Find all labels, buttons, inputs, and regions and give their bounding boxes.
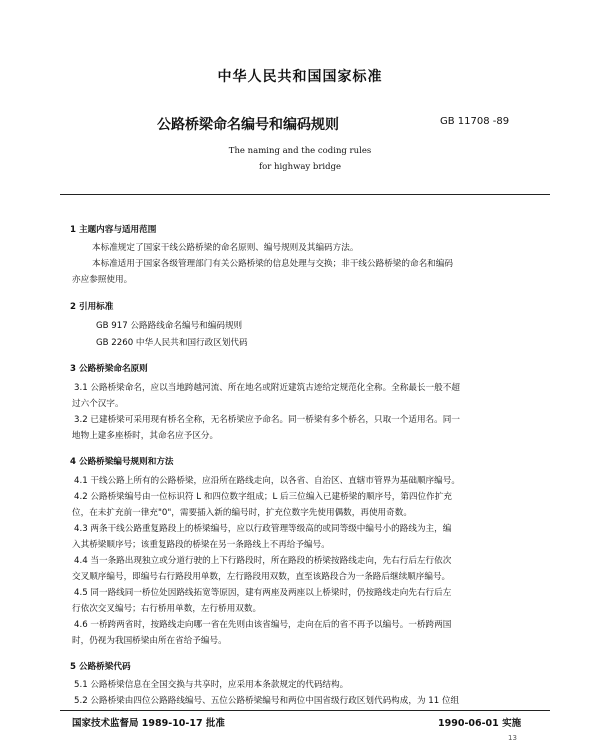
clause-4-5: 4.5 同一路线同一桥位处因路线拓宽等原因，建有两座及两座以上桥梁时，仍按路线走向先右行后左 (74, 588, 452, 598)
clause-4-2-cont: 位，在未扩充前一律充"0"，需要插入新的编号时，扩充位数字先使用偶数，再使用奇数。 (72, 508, 412, 518)
clause-3-2: 3.2 已建桥梁可采用现有桥名全称，无名桥梁应予命名。同一桥梁有多个桥名，只取一个适用名。同一 (74, 415, 460, 425)
section-3-heading: 3 公路桥梁命名原则 (70, 364, 148, 374)
clause-4-3-cont: 入其桥梁顺序号；该重复路段的桥梁在另一条路线上不再给予编号。 (72, 540, 330, 550)
english-title-line-2: for highway bridge (258, 162, 342, 172)
clause-4-4: 4.4 当一条路出现独立或分道行驶的上下行路段时，所在路段的桥梁按路线走向，先右行后左行依次 (74, 556, 452, 566)
footer-divider (60, 710, 550, 711)
clause-4-5-cont: 行依次交叉编号；右行桥用单数，左行桥用双数。 (72, 604, 262, 614)
standard-title: 中华人民共和国国家标准 (217, 69, 383, 85)
effective-date: 1990-06-01 实施 (438, 718, 522, 729)
approval-date: 国家技术监督局 1989-10-17 批准 (72, 718, 225, 729)
page-number: 13 (508, 734, 517, 742)
section-2-heading: 2 引用标准 (70, 302, 114, 312)
document-title: 公路桥梁命名编号和编码规则 (157, 117, 339, 133)
clause-4-4-cont: 交叉顺序编号，即编号右行路段用单数，左行路段用双数，直至该路段合为一条路后继续顺序编号。 (72, 572, 451, 582)
clause-3-1-cont: 过六个汉字。 (72, 399, 124, 409)
section-5-heading: 5 公路桥梁代码 (70, 662, 131, 672)
section-1-paragraph-1: 本标准规定了国家干线公路桥梁的命名原则、编号规则及其编码方法。 (92, 243, 359, 253)
clause-4-1: 4.1 干线公路上所有的公路桥梁，应沿所在路线走向，以各省、自治区、直辖市管界为基础顺序编号。 (74, 476, 460, 486)
section-1-paragraph-2: 本标准适用于国家各级管理部门有关公路桥梁的信息处理与交换；非干线公路桥梁的命名和编码 (92, 259, 453, 269)
standard-code: GB 11708 -89 (440, 116, 510, 127)
clause-4-6: 4.6 一桥跨两省时，按路线走向哪一省在先则由该省编号，走向在后的省不再予以编号。一桥跨两国 (74, 620, 452, 630)
clause-3-1: 3.1 公路桥梁命名，应以当地跨越河流、所在地名或附近建筑古迹给定规范化全称。全称最长一般不超 (74, 383, 460, 393)
section-4-heading: 4 公路桥梁编号规则和方法 (70, 457, 174, 467)
clause-4-2: 4.2 公路桥梁编号由一位标识符 L 和四位数字组成；L 后三位编入已建桥梁的顺序号，第四位作扩充 (74, 492, 452, 502)
reference-gb917: GB 917 公路路线命名编号和编码规则 (96, 321, 243, 331)
clause-4-3: 4.3 两条干线公路重复路段上的桥梁编号，应以行政管理等级高的或同等级中编号小的路线为主，编 (74, 524, 452, 534)
clause-5-1: 5.1 公路桥梁信息在全国交换与共享时，应采用本条款规定的代码结构。 (74, 680, 349, 690)
header-divider (60, 194, 550, 195)
clause-5-2: 5.2 公路桥梁由四位公路路线编号、五位公路桥梁编号和两位中国省级行政区划代码构成，为 11 位组 (74, 696, 460, 706)
reference-gb2260: GB 2260 中华人民共和国行政区划代码 (96, 338, 248, 348)
section-1-heading: 1 主题内容与适用范围 (70, 225, 157, 235)
clause-4-6-cont: 时，仍视为我国桥梁由所在省给予编号。 (72, 636, 227, 646)
clause-3-2-cont: 地物上建多座桥时，其命名应予区分。 (72, 431, 219, 441)
section-1-paragraph-2-cont: 亦应参照使用。 (72, 275, 133, 285)
english-title-line-1: The naming and the coding rules (228, 146, 372, 156)
